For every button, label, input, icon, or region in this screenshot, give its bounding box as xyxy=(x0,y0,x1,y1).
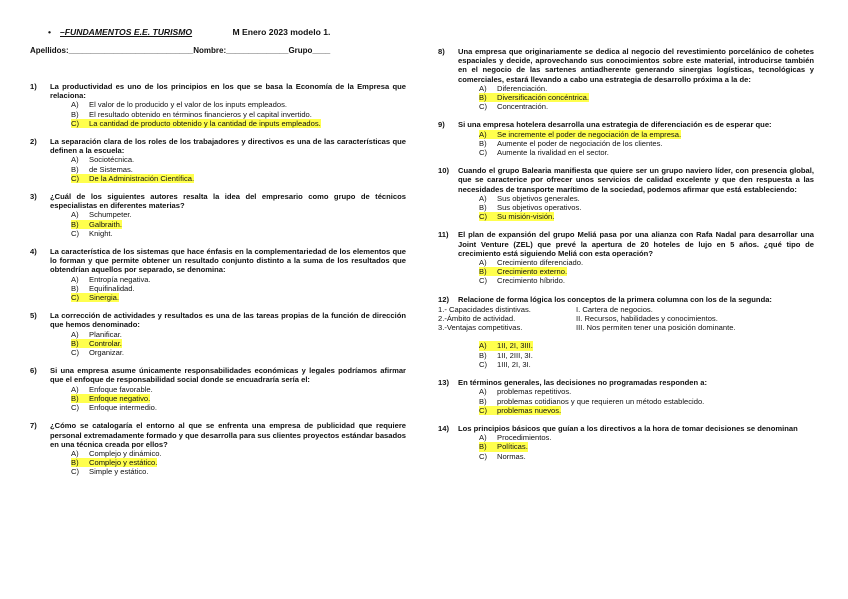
option-text: Controlar. xyxy=(89,338,122,348)
question-header xyxy=(438,295,814,304)
option-text: Se incremente el poder de negociación de la empresa. xyxy=(497,129,682,139)
question-text: Una empresa que originariamente se dedica al negocio del revestimiento porcelánico de cohetes espaciales y decide, aprovechando sus conocimientos sobre este material, introducirse también en el negocio de las sartenes antiadherente generando sinergias logísticas, tecnológicas y comerciales, estará llevando a cabo una estrategia de desarrollo próxima a la de: xyxy=(458,47,814,84)
option-letter: B) xyxy=(479,138,487,148)
question-6 xyxy=(30,366,406,412)
question-text: La productividad es uno de los principios en los que se basa la Economía de la Empresa que relaciona: xyxy=(50,82,406,101)
question-header xyxy=(438,47,814,84)
question-text: Relacione de forma lógica los conceptos de la primera columna con los de la segunda: xyxy=(458,294,772,304)
question-text: En términos generales, las decisiones no programadas responden a: xyxy=(458,378,707,388)
question-number: 6) xyxy=(30,366,37,376)
option-letter: B) xyxy=(71,458,89,467)
answer-option-selected[interactable] xyxy=(479,267,814,276)
question-text: ¿Cuál de los siguientes autores resalta la idea del empresario como grupo de técnicos especialistas en diferentes materias? xyxy=(50,192,406,211)
option-text: Procedimientos. xyxy=(497,433,552,443)
option-letter: B) xyxy=(71,394,89,403)
option-text: Crecimiento externo. xyxy=(497,267,568,277)
answer-option[interactable] xyxy=(71,110,406,119)
option-text: problemas cotidianos y que requieren un método establecido. xyxy=(497,396,705,406)
concept-left: 1.- Capacidades distintivas. xyxy=(438,304,531,314)
question-header xyxy=(438,166,814,194)
answer-option[interactable] xyxy=(479,452,814,461)
answer-option[interactable] xyxy=(479,194,814,203)
question-header xyxy=(30,137,406,155)
answer-option[interactable] xyxy=(71,467,406,476)
answer-option-selected[interactable] xyxy=(71,119,406,128)
answer-option[interactable] xyxy=(71,284,406,293)
answer-option[interactable] xyxy=(71,449,406,458)
question-number: 11) xyxy=(438,230,449,240)
option-letter: B) xyxy=(71,164,79,174)
option-text: Knight. xyxy=(89,228,113,238)
question-5 xyxy=(30,311,406,357)
answer-option[interactable] xyxy=(479,102,814,111)
options-list xyxy=(479,387,814,415)
answer-option[interactable] xyxy=(479,433,814,442)
option-letter: C) xyxy=(479,359,488,369)
question-number: 7) xyxy=(30,421,37,431)
answer-option[interactable] xyxy=(479,360,814,369)
option-letter: A) xyxy=(71,155,79,165)
option-letter: C) xyxy=(479,102,488,112)
concept-right: I. Cartera de negocios. xyxy=(576,304,653,314)
grupo-field[interactable]: Grupo____ xyxy=(288,46,331,55)
answer-option-selected[interactable] xyxy=(71,339,406,348)
option-letter: A) xyxy=(479,193,487,203)
options-list xyxy=(479,341,814,369)
option-text: Diferenciación. xyxy=(497,83,548,93)
option-letter: B) xyxy=(479,442,497,451)
question-text: La separación clara de los roles de los trabajadores y directivos es una de las características que definen a la escuela: xyxy=(50,137,406,156)
option-text: Su misión-visión. xyxy=(497,212,555,222)
question-text: Cuando el grupo Balearia manifiesta que quiere ser un grupo naviero líder, con presencia global, que se caracterice por ofrecer unos servicios de calidad excelente y que den respuesta a las necesidades de transporte marítimo de la sociedad, podemos afirmar que está estableciendo: xyxy=(458,166,814,194)
option-letter: B) xyxy=(479,203,487,213)
option-letter: C) xyxy=(71,403,80,413)
option-letter: A) xyxy=(479,387,487,397)
answer-option-selected[interactable] xyxy=(71,174,406,183)
exam-title: –FUNDAMENTOS E.E. TURISMO xyxy=(60,27,193,37)
option-text: Políticas. xyxy=(497,442,528,452)
question-14 xyxy=(438,424,814,461)
concept-right: II. Recursos, habilidades y conocimientos. xyxy=(576,314,718,324)
option-letter: C) xyxy=(479,148,488,158)
question-text: Los principios básicos que guían a los directivos a la hora de tomar decisiones se denominan xyxy=(458,423,798,433)
answer-option-selected[interactable] xyxy=(479,93,814,102)
option-text: Enfoque favorable. xyxy=(89,384,153,394)
option-text: Normas. xyxy=(497,451,526,461)
question-number: 10) xyxy=(438,166,449,176)
option-text: Enfoque negativo. xyxy=(89,393,151,403)
question-number: 8) xyxy=(438,47,445,56)
question-9 xyxy=(438,120,814,157)
options-list xyxy=(71,449,406,477)
question-3 xyxy=(30,192,406,238)
question-text: La característica de los sistemas que hace énfasis en la complementariedad de los elementos que lo forman y que permite obtener un resultado conjunto distinto a la suma de los resultados que obtendrían aquellos por separado, se denomina: xyxy=(50,247,406,275)
option-text: problemas repetitivos. xyxy=(497,387,572,397)
options-list xyxy=(479,130,814,158)
concept-left: 3.-Ventajas competitivas. xyxy=(438,323,523,333)
question-8 xyxy=(438,47,814,111)
answer-option[interactable] xyxy=(71,330,406,339)
option-text: Schumpeter. xyxy=(89,210,132,220)
option-letter: A) xyxy=(71,274,79,284)
option-letter: B) xyxy=(71,283,79,293)
question-12 xyxy=(438,295,814,369)
option-letter: C) xyxy=(71,348,80,358)
question-header xyxy=(30,82,406,100)
answer-option-selected[interactable] xyxy=(71,293,406,302)
question-number: 1) xyxy=(30,82,37,91)
option-text: Entropía negativa. xyxy=(89,274,151,284)
answer-option[interactable] xyxy=(479,387,814,396)
concept-right: III. Nos permiten tener una posición dominante. xyxy=(576,323,736,333)
concept-left: 2.-Ámbito de actividad. xyxy=(438,314,516,324)
option-letter: C) xyxy=(71,119,89,128)
question-text: La corrección de actividades y resultados es una de las tareas propias de la función de dirección que hemos denominado: xyxy=(50,311,406,330)
question-number: 4) xyxy=(30,247,37,257)
option-letter: A) xyxy=(479,83,487,93)
exam-model: M Enero 2023 modelo 1. xyxy=(232,27,331,37)
option-letter: A) xyxy=(479,258,487,268)
answer-option[interactable] xyxy=(479,276,814,285)
question-number: 5) xyxy=(30,311,37,321)
option-letter: A) xyxy=(71,100,79,110)
question-10 xyxy=(438,166,814,221)
answer-option[interactable] xyxy=(71,229,406,238)
option-letter: C) xyxy=(71,293,89,302)
answer-option-selected[interactable] xyxy=(71,220,406,229)
options-list xyxy=(71,275,406,303)
answer-option[interactable] xyxy=(71,210,406,219)
option-text: Simple y estático. xyxy=(89,467,149,477)
question-2 xyxy=(30,137,406,183)
answer-option[interactable] xyxy=(71,403,406,412)
option-letter: C) xyxy=(479,212,497,221)
option-letter: C) xyxy=(479,451,488,461)
answer-option[interactable] xyxy=(479,351,814,360)
question-number: 13) xyxy=(438,378,449,388)
answer-option[interactable] xyxy=(479,258,814,267)
exam-header xyxy=(48,27,331,37)
option-text: Galbraith. xyxy=(89,219,122,229)
answer-option[interactable] xyxy=(71,100,406,109)
option-letter: A) xyxy=(479,433,487,443)
option-text: Complejo y estático. xyxy=(89,458,158,468)
option-text: Crecimiento híbrido. xyxy=(497,276,565,286)
question-text: El plan de expansión del grupo Meliá pasa por una alianza con Rafa Nadal para desarrollar una Joint Venture (ZEL) que prevé la apertura de 20 hoteles de lujo en 5 años. ¿qué tipo de crecimiento está siguiendo Meliá con esta operación? xyxy=(458,230,814,258)
apellidos-field[interactable]: Apellidos:____________________________ xyxy=(30,46,194,55)
header-bullet: • xyxy=(48,27,52,37)
option-letter: B) xyxy=(479,396,487,406)
concepts-table xyxy=(438,305,814,333)
option-letter: A) xyxy=(71,210,79,220)
option-text: Sociotécnica. xyxy=(89,155,135,165)
option-text: 1II, 2I, 3III. xyxy=(497,341,533,351)
option-letter: C) xyxy=(71,228,80,238)
answer-option-selected[interactable] xyxy=(71,394,406,403)
option-text: El valor de lo producido y el valor de los inputs empleados. xyxy=(89,100,287,110)
question-text: Si una empresa asume únicamente responsabilidades económicas y legales podríamos afirmar que el enfoque de responsabilidad social donde se encuadraría sería el: xyxy=(50,366,406,385)
option-letter: A) xyxy=(71,384,79,394)
option-letter: B) xyxy=(71,220,89,229)
option-letter: C) xyxy=(479,276,488,286)
options-list xyxy=(71,100,406,128)
question-4 xyxy=(30,247,406,302)
question-header xyxy=(438,230,814,258)
options-list xyxy=(71,330,406,358)
options-list xyxy=(71,155,406,183)
options-list xyxy=(479,258,814,286)
question-header xyxy=(438,378,814,387)
options-list xyxy=(71,385,406,413)
option-letter: B) xyxy=(479,93,497,102)
option-text: Concentración. xyxy=(497,102,549,112)
option-text: Crecimiento diferenciado. xyxy=(497,258,584,268)
options-list xyxy=(479,194,814,222)
right-column xyxy=(438,47,814,470)
student-fields xyxy=(30,46,330,55)
option-letter: C) xyxy=(71,174,89,183)
option-letter: B) xyxy=(71,339,89,348)
option-letter: B) xyxy=(71,109,79,119)
question-number: 12) xyxy=(438,294,449,304)
question-text: ¿Cómo se catalogaría el entorno al que se enfrenta una empresa de publicidad que requiere personal extremadamente formado y que desarrolla para sus clientes proyectos estándar basados en una técnica creada por ellos? xyxy=(50,421,406,449)
question-1 xyxy=(30,82,406,128)
answer-option-selected[interactable] xyxy=(479,341,814,350)
question-header xyxy=(30,311,406,329)
option-text: 1III, 2I, 3I. xyxy=(497,359,531,369)
answer-option-selected[interactable] xyxy=(479,406,814,415)
answer-option[interactable] xyxy=(479,84,814,93)
option-letter: A) xyxy=(71,329,79,339)
option-text: Sinergia. xyxy=(89,293,119,303)
option-text: Aumente la rivalidad en el sector. xyxy=(497,148,609,158)
option-letter: A) xyxy=(71,448,79,458)
question-13 xyxy=(438,378,814,415)
option-letter: B) xyxy=(479,267,497,276)
answer-option-selected[interactable] xyxy=(479,442,814,451)
answer-option[interactable] xyxy=(71,165,406,174)
question-number: 3) xyxy=(30,192,37,202)
option-letter: C) xyxy=(71,467,80,477)
option-letter: A) xyxy=(479,130,497,139)
question-header xyxy=(30,247,406,275)
option-text: Enfoque intermedio. xyxy=(89,403,157,413)
options-list xyxy=(71,210,406,238)
option-text: Planificar. xyxy=(89,329,122,339)
option-text: Equifinalidad. xyxy=(89,283,135,293)
answer-option[interactable] xyxy=(71,348,406,357)
option-text: De la Administración Científica. xyxy=(89,173,195,183)
question-header xyxy=(438,424,814,433)
option-text: Sus objetivos generales. xyxy=(497,193,580,203)
question-number: 14) xyxy=(438,423,449,433)
answer-option[interactable] xyxy=(479,397,814,406)
answer-option-selected[interactable] xyxy=(479,130,814,139)
answer-option[interactable] xyxy=(479,203,814,212)
question-text: Si una empresa hotelera desarrolla una estrategia de diferenciación es de esperar que: xyxy=(458,120,772,130)
question-header xyxy=(438,120,814,129)
answer-option-selected[interactable] xyxy=(479,212,814,221)
question-number: 9) xyxy=(438,120,445,130)
option-text: problemas nuevos. xyxy=(497,405,562,415)
answer-option[interactable] xyxy=(479,148,814,157)
nombre-field[interactable]: Nombre:______________ xyxy=(193,46,289,55)
answer-option-selected[interactable] xyxy=(71,458,406,467)
option-text: El resultado obtenido en términos financieros y el capital invertido. xyxy=(89,109,312,119)
question-header xyxy=(30,366,406,384)
question-header xyxy=(30,421,406,449)
option-letter: B) xyxy=(479,350,487,360)
option-text: Organizar. xyxy=(89,348,125,358)
option-text: Sus objetivos operativos. xyxy=(497,203,582,213)
answer-option[interactable] xyxy=(71,385,406,394)
question-11 xyxy=(438,230,814,285)
question-7 xyxy=(30,421,406,476)
option-text: Aumente el poder de negociación de los clientes. xyxy=(497,138,663,148)
question-number: 2) xyxy=(30,137,37,147)
option-text: Diversificación concéntrica. xyxy=(497,93,590,103)
option-letter: A) xyxy=(479,341,497,350)
answer-option[interactable] xyxy=(71,275,406,284)
option-text: 1II, 2III, 3I. xyxy=(497,350,533,360)
option-text: de Sistemas. xyxy=(89,164,133,174)
left-column xyxy=(30,82,406,486)
option-letter: C) xyxy=(479,406,497,415)
question-header xyxy=(30,192,406,210)
options-list xyxy=(479,84,814,112)
answer-option[interactable] xyxy=(479,139,814,148)
options-list xyxy=(479,433,814,461)
answer-option[interactable] xyxy=(71,155,406,164)
option-text: Complejo y dinámico. xyxy=(89,448,162,458)
option-text: La cantidad de producto obtenido y la cantidad de inputs empleados. xyxy=(89,118,321,128)
